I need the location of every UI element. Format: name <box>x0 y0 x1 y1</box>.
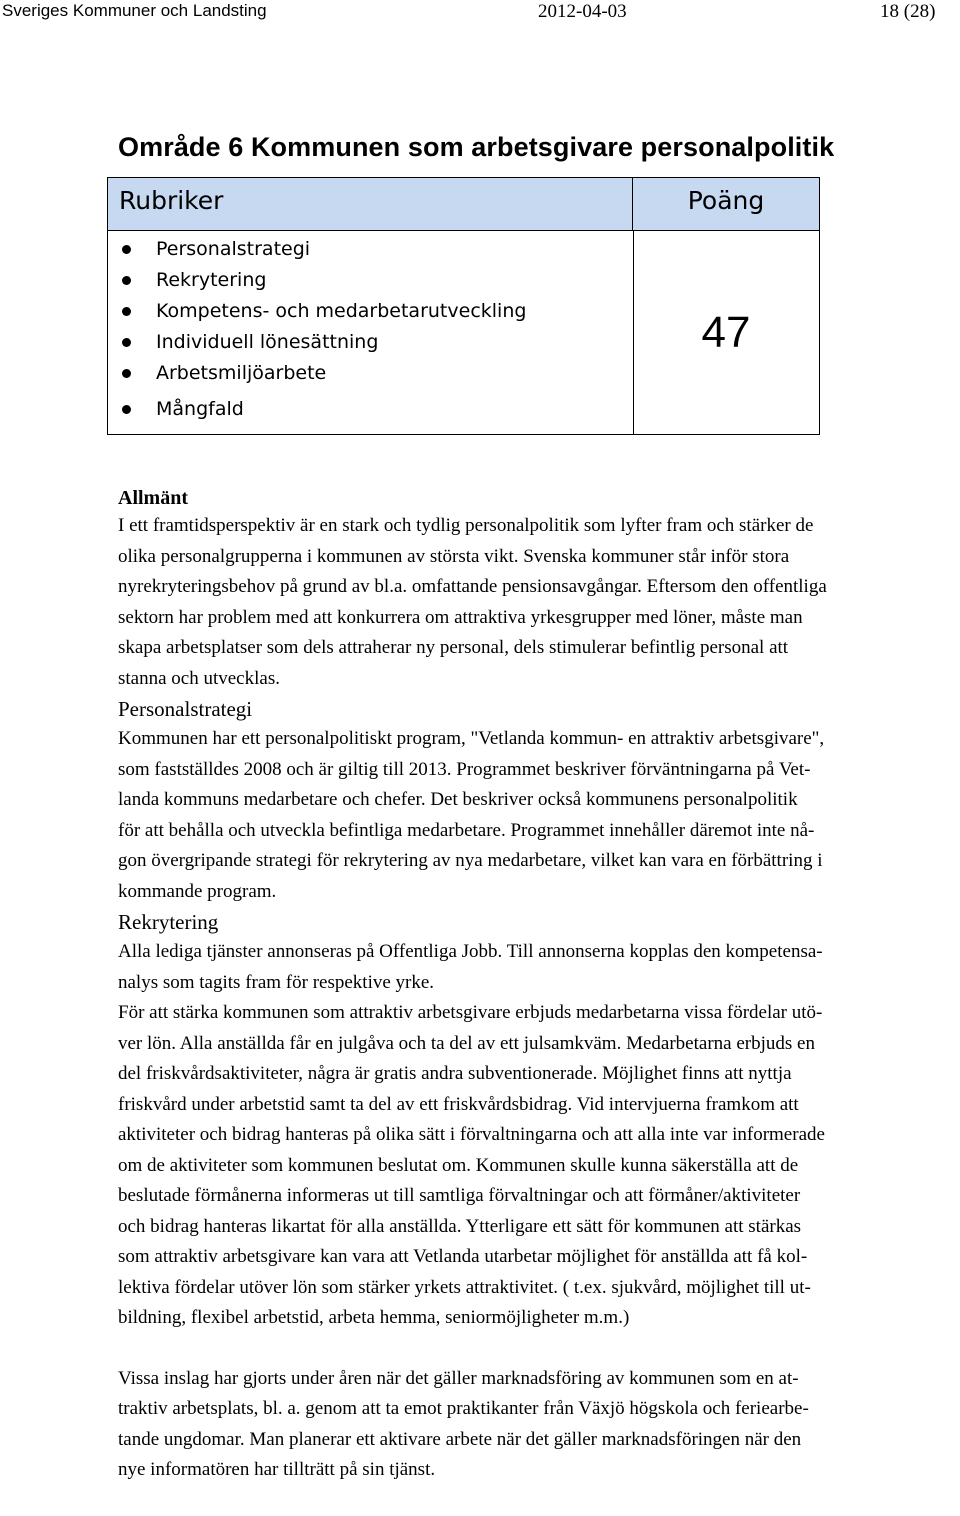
text-line: olika personalgrupperna i kommunen av största vikt. Svenska kommuner står inför stora <box>118 545 790 567</box>
table-header-poang: Poäng <box>633 178 819 231</box>
text-line: Kommunen har ett personalpolitiskt program, "Vetlanda kommun- en attraktiv arbetsgivare", <box>118 728 825 749</box>
text-line: som fastställdes 2008 och är giltig till 2013. Programmet beskriver förväntningarna på Vet- <box>118 758 811 780</box>
text-line: om de aktiviteter som kommunen beslutat om. Kommunen skulle kunna säkerställa att de <box>118 1154 799 1176</box>
text-line: nalys som tagits fram för respektive yrke. <box>118 971 435 993</box>
section-heading-personalstrategi: Personalstrategi <box>118 697 253 721</box>
table-header-rubriker: Rubriker <box>108 178 633 231</box>
score-table <box>107 177 820 435</box>
text-line: stanna och utvecklas. <box>118 667 280 689</box>
header-page-number: 18 (28) <box>880 1 936 22</box>
text-line: aktiviteter och bidrag hanteras på olika sätt i förvaltningarna och att alla inte var informerade <box>118 1124 825 1145</box>
text-line: sektorn har problem med att konkurrera om attraktiva yrkesgrupper med löner, måste man <box>118 606 803 628</box>
page-title: Område 6 Kommunen som arbetsgivare personalpolitik <box>118 132 835 162</box>
list-item: Individuell lönesättning <box>118 327 526 358</box>
text-line: tande ungdomar. Man planerar ett aktivare arbete när det gäller marknadsföringen när den <box>118 1428 802 1450</box>
text-line: bildning, flexibel arbetstid, arbeta hemma, seniormöjligheter m.m.) <box>118 1307 630 1328</box>
text-line: landa kommuns medarbetare och chefer. Det beskriver också kommunens personalpolitik <box>118 789 798 810</box>
text-line: För att stärka kommunen som attraktiv arbetsgivare erbjuds medarbetarna vissa fördelar utö- <box>118 1002 823 1023</box>
text-line: Alla lediga tjänster annonseras på Offentliga Jobb. Till annonserna kopplas den kompetensa- <box>118 941 823 962</box>
text-line: kommande program. <box>118 880 277 902</box>
list-item: Kompetens- och medarbetarutveckling <box>118 296 526 327</box>
section-heading-rekrytering: Rekrytering <box>118 910 219 934</box>
text-line: som attraktiv arbetsgivare kan vara att Vetlanda utarbetar möjlighet för anställda att få kol- <box>118 1246 808 1267</box>
paragraph-personalstrategi <box>118 724 960 907</box>
list-item: Arbetsmiljöarbete <box>118 358 526 389</box>
text-line: Vissa inslag har gjorts under åren när det gäller marknadsföring av kommunen som en at- <box>118 1367 799 1389</box>
header-organization: Sveriges Kommuner och Landsting <box>2 1 267 20</box>
document-body <box>118 485 960 1486</box>
rubriker-list <box>118 234 526 425</box>
list-item: Personalstrategi <box>118 234 526 265</box>
paragraph-allmant <box>118 511 960 694</box>
text-line: ver lön. Alla anställda får en julgåva och ta del av ett julsamkväm. Medarbetarna erbjuds en <box>118 1032 815 1054</box>
score-value: 47 <box>701 308 751 357</box>
text-line: lektiva fördelar utöver lön som stärker yrkets attraktivitet. ( t.ex. sjukvård, möjlighet till ut- <box>118 1276 811 1298</box>
text-line: nyrekryteringsbehov på grund av bl.a. omfattande pensionsavgångar. Eftersom den offentliga <box>118 576 827 597</box>
text-line: för att behålla och utveckla befintliga medarbetare. Programmet innehåller däremot inte nå- <box>118 819 815 841</box>
section-heading-allmant: Allmänt <box>118 487 188 509</box>
text-line: I ett framtidsperspektiv är en stark och tydlig personalpolitik som lyfter fram och stärker de <box>118 515 814 536</box>
text-line: beslutade förmånerna informeras ut till samtliga förvaltningar och att förmåner/aktiviteter <box>118 1185 801 1206</box>
paragraph-rekrytering <box>118 937 960 1334</box>
header-date: 2012-04-03 <box>538 1 627 22</box>
page-header <box>0 0 960 26</box>
text-line: skapa arbetsplatser som dels attraherar ny personal, dels stimulerar befintlig personal att <box>118 637 789 658</box>
list-item: Mångfald <box>118 394 526 425</box>
text-line: nye informatören har tillträtt på sin tjänst. <box>118 1459 436 1480</box>
text-line: traktiv arbetsplats, bl. a. genom att ta emot praktikanter från Växjö högskola och feriearbe- <box>118 1398 809 1419</box>
text-line: och bidrag hanteras likartat för alla anställda. Ytterligare ett sätt för kommunen att stärkas <box>118 1215 802 1237</box>
text-line: friskvård under arbetstid samt ta del av ett friskvårdsbidrag. Vid intervjuerna framkom att <box>118 1093 799 1115</box>
list-item: Rekrytering <box>118 265 526 296</box>
text-line: gon övergripande strategi för rekrytering av nya medarbetare, vilket kan vara en förbättring i <box>118 850 823 871</box>
paragraph-marknadsforing <box>118 1364 960 1486</box>
text-line: del friskvårdsaktiviteter, några är gratis andra subventionerade. Möjlighet finns att nyttja <box>118 1063 792 1084</box>
paragraph-spacer <box>118 1334 960 1364</box>
